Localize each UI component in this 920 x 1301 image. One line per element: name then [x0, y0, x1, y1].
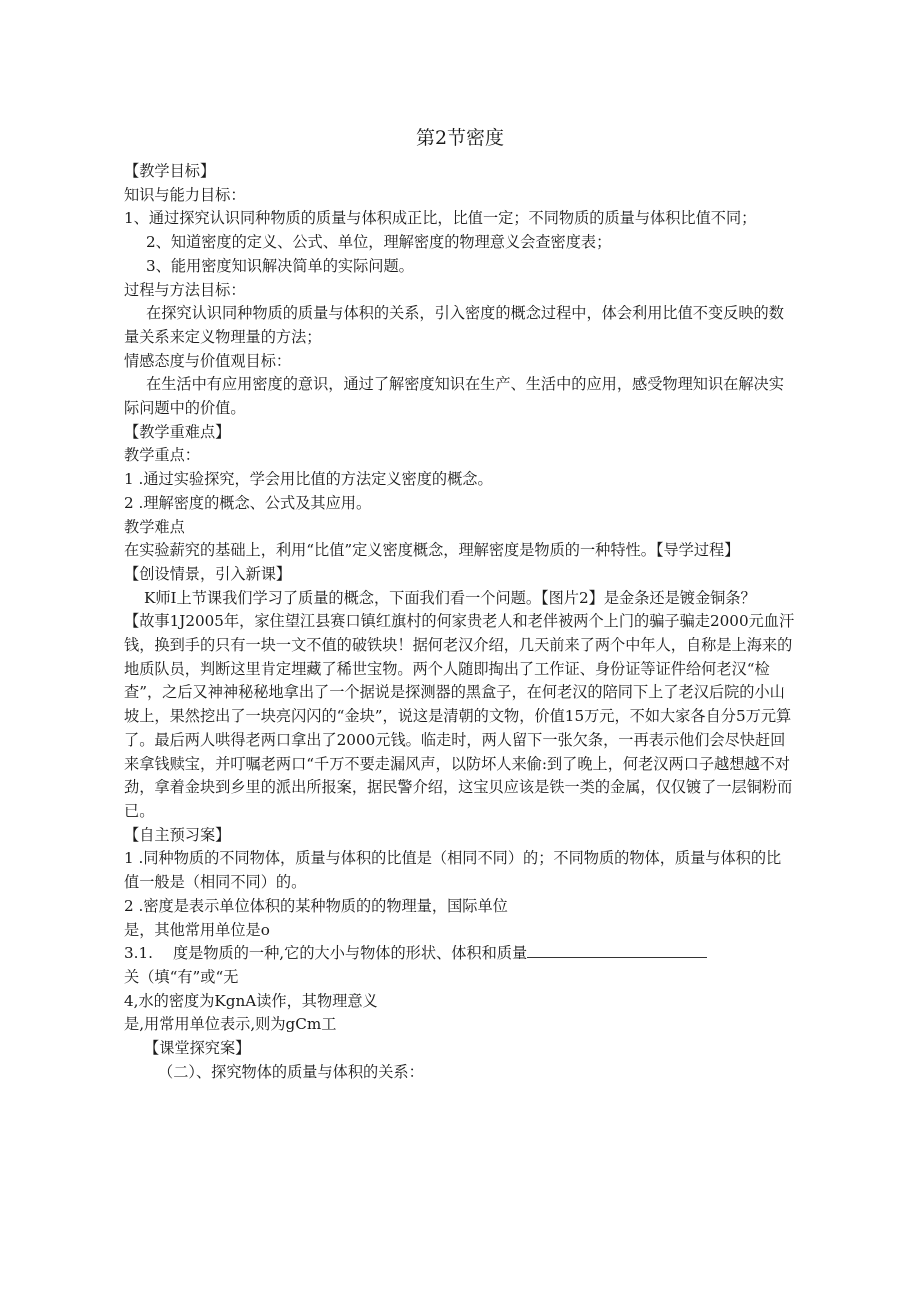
subheading: 教学难点: [124, 517, 185, 536]
paragraph: 1 .通过实验探究，学会用比值的方法定义密度的概念。: [124, 470, 493, 489]
page-title: 第2节密度: [415, 127, 505, 149]
paragraph: 2 .理解密度的概念、公式及其应用。: [124, 493, 372, 512]
paragraph: 3、能用密度知识解决简单的实际问题。: [146, 256, 414, 275]
paragraph: 2、知道密度的定义、公式、单位，理解密度的物理意义会查密度表；: [146, 233, 612, 252]
story-paragraph: 【故事1J2005年，家住望江县赛口镇红旗村的何家贵老人和老伴被两个上门的骗子骗走2000元血汗钱，换到手的只有一块一文不值的破铁块！据何老汉介绍，几天前来了两个中年人，自称是上海来的地质队员，判断这里肯定埋藏了稀世宝物。两个人随即掏出了工作证、身份证等证件给何老汉“检查”，之后又神神秘秘地拿出了一个据说是探测器的黑盒子，在何老汉的陪同下上了老汉后院的小山坡上，果然挖出了一块亮闪闪的“金块”，说这是清朝的文物，价值15万元，不如大家各自分5万元算了。最后两人哄得老两口拿出了2000元钱。临走时，两人留下一张欠条，一再表示他们会尽快赶回来拿钱赎宝，并叮嘱老两口“千万不要走漏风声，以防坏人来偷:到了晚上，何老汉两口子越想越不对劲，拿着金块到乡里的派出所报案，据民警介绍，这宝贝应该是铁一类的金属，仅仅镀了一层铜粉而已。: [124, 612, 795, 820]
paragraph: K师I上节课我们学习了质量的概念，下面我们看一个问题。【图片2】是金条还是镀金铜条？: [144, 588, 756, 607]
exercise-text: 3.1. 度是物质的一种,它的大小与物体的形状、体积和质量: [124, 944, 528, 963]
subheading: 知识与能力目标：: [124, 185, 246, 204]
exercise-item: 是,用常用单位表示,则为gCm工: [124, 1015, 337, 1034]
section-heading: 【自主预习案】: [124, 825, 231, 844]
section-heading: 【创设情景，引入新课】: [124, 564, 292, 583]
exercise-item: 是，其他常用单位是o: [124, 920, 270, 939]
answer-blank: [527, 943, 707, 958]
paragraph: 1、通过探究认识同种物质的质量与体积成正比，比值一定；不同物质的质量与体积比值不同；: [124, 209, 757, 228]
document-body: [124, 160, 796, 1084]
exercise-item: [124, 942, 796, 966]
exercise-item: 关（填“有”或“无: [124, 967, 239, 986]
section-heading: 【教学目标】: [124, 162, 216, 180]
paragraph: 在实验薪究的基础上，利用“比值”定义密度概念，理解密度是物质的一种特性。【导学过程】: [124, 541, 740, 560]
section-heading: 【课堂探究案】: [144, 1039, 251, 1058]
subheading: 过程与方法目标：: [124, 280, 246, 299]
section-heading: 【教学重难点】: [124, 422, 231, 441]
paragraph: 在探究认识同种物质的质量与体积的关系，引入密度的概念过程中，体会利用比值不变反映的数量关系来定义物理量的方法；: [124, 304, 784, 346]
exercise-item: 4,水的密度为KgnA读作，其物理意义: [124, 991, 378, 1010]
exercise-item: 1 .同种物质的不同物体，质量与体积的比值是（相同不同）的；不同物质的物体，质量与体积的比值一般是（相同不同）的。: [124, 849, 782, 892]
exercise-item: 2 .密度是表示单位体积的某种物质的的物理量，国际单位: [124, 896, 508, 915]
paragraph: 在生活中有应用密度的意识，通过了解密度知识在生产、生活中的应用，感受物理知识在解决实际问题中的价值。: [124, 375, 784, 418]
subheading: 教学重点：: [124, 446, 200, 465]
subheading: （二）、探究物体的质量与体积的关系：: [158, 1062, 424, 1081]
subheading: 情感态度与价值观目标：: [124, 351, 292, 370]
